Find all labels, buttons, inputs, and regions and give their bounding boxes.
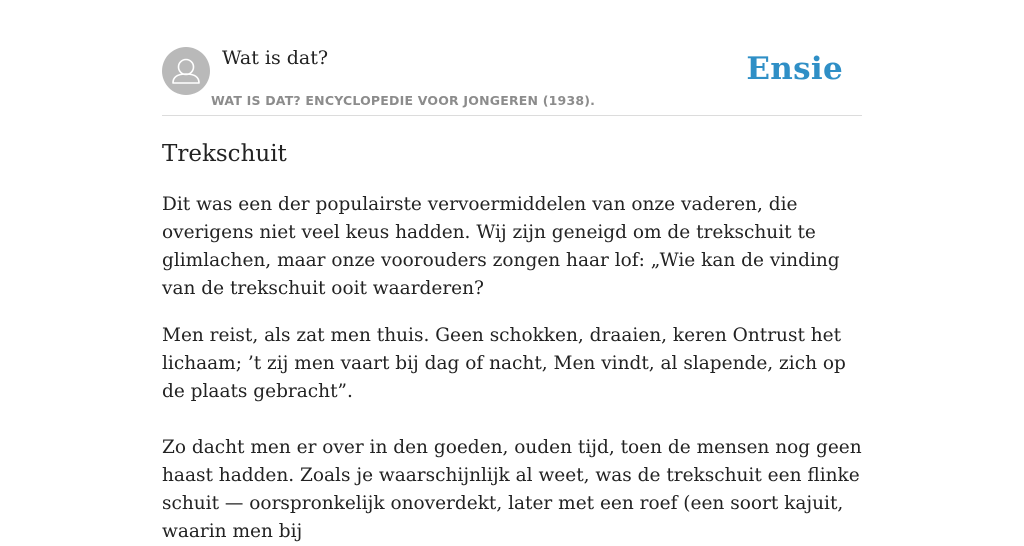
article-paragraph: Zo dacht men er over in den goeden, ouden tijd, toen de mensen nog geen haast hadden. Zoals je waarschijnlijk al weet, was de trekschuit een flinke schuit — oorspronkelijk onoverdekt, later met een roef (een soort kajuit, waarin men bij: [162, 437, 862, 542]
article-body: [162, 138, 862, 546]
article-paragraph: Dit was een der populairste vervoermiddelen van onze vaderen, die overigens niet veel keus hadden. Wij zijn geneigd om de trekschuit te glimlachen, maar onze voorouders zongen haar lof: „Wie kan de vinding van de trekschuit ooit waarderen?: [162, 194, 840, 299]
source-title[interactable]: Wat is dat?: [222, 47, 329, 69]
article-paragraph: Men reist, als zat men thuis. Geen schokken, draaien, keren Ontrust het lichaam; ’t zij men vaart bij dag of nacht, Men vindt, al slapende, zich op de plaats gebracht”.: [162, 325, 846, 402]
source-subtitle[interactable]: WAT IS DAT? ENCYCLOPEDIE VOOR JONGEREN (1938).: [211, 93, 596, 108]
source-header: [162, 46, 862, 116]
ensie-logo[interactable]: Ensie: [746, 51, 843, 87]
user-icon[interactable]: [162, 47, 210, 95]
article-title: Trekschuit: [162, 141, 287, 167]
